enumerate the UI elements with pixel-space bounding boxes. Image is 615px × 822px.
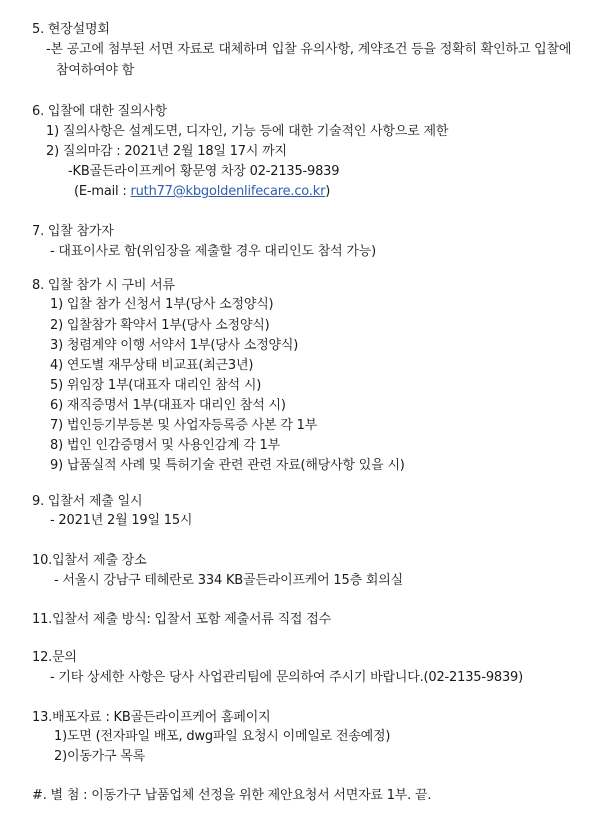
section-8-item: 3) 청렴계약 이행 서약서 1부(당사 소정양식) bbox=[50, 338, 299, 353]
section-13-item-1: 1)도면 (전자파일 배포, dwg파일 요청시 이메일로 전송예정) bbox=[54, 729, 391, 744]
section-11-title: 11.입찰서 제출 방식: 입찰서 포함 제출서류 직접 접수 bbox=[32, 612, 331, 627]
section-5-title: 5. 현장설명회 bbox=[32, 22, 110, 37]
section-13-title: 13.배포자료 : KB골든라이프케어 홈페이지 bbox=[32, 710, 271, 725]
email-prefix: (E-mail : bbox=[74, 184, 131, 199]
section-8-item: 9) 납품실적 사례 및 특허기술 관련 관련 자료(해당사항 있을 시) bbox=[50, 458, 405, 473]
section-8-item: 5) 위임장 1부(대표자 대리인 참석 시) bbox=[50, 378, 262, 393]
section-12-title: 12.문의 bbox=[32, 650, 77, 665]
section-8-item: 6) 재직증명서 1부(대표자 대리인 참석 시) bbox=[50, 398, 286, 413]
section-8-item: 2) 입찰참가 확약서 1부(당사 소정양식) bbox=[50, 318, 270, 333]
section-6-item-2: 2) 질의마감 : 2021년 2월 18일 17시 까지 bbox=[46, 144, 287, 159]
section-6-title: 6. 입찰에 대한 질의사항 bbox=[32, 104, 168, 119]
section-5-line-2: 참여하여야 함 bbox=[56, 63, 135, 78]
attachment-note: #. 별 첨 : 이동가구 납품업체 선정을 위한 제안요청서 서면자료 1부. 끝. bbox=[32, 788, 432, 803]
section-6-email-line bbox=[74, 184, 330, 200]
section-5-line-1: -본 공고에 첨부된 서면 자료로 대체하며 입찰 유의사항, 계약조건 등을 정확히 확인하고 입찰에 bbox=[46, 42, 572, 57]
section-8-item: 1) 입찰 참가 신청서 1부(당사 소정양식) bbox=[50, 297, 274, 312]
section-9-title: 9. 입찰서 제출 일시 bbox=[32, 494, 143, 509]
section-10-title: 10.입찰서 제출 장소 bbox=[32, 553, 147, 568]
section-7-line-1: - 대표이사로 함(위임장을 제출할 경우 대리인도 참석 가능) bbox=[50, 244, 376, 259]
section-8-item: 7) 법인등기부등본 및 사업자등록증 사본 각 1부 bbox=[50, 418, 318, 433]
section-6-contact: -KB골든라이프케어 황문영 차장 02-2135-9839 bbox=[68, 164, 340, 179]
section-8-item: 4) 연도별 재무상태 비교표(최근3년) bbox=[50, 358, 254, 373]
section-10-line-1: - 서울시 강남구 테헤란로 334 KB골든라이프케어 15층 회의실 bbox=[54, 573, 403, 588]
section-8-item: 8) 법인 인감증명서 및 사용인감계 각 1부 bbox=[50, 438, 280, 453]
section-8-title: 8. 입찰 참가 시 구비 서류 bbox=[32, 278, 175, 293]
email-suffix: ) bbox=[325, 184, 331, 199]
section-9-line-1: - 2021년 2월 19일 15시 bbox=[50, 513, 193, 528]
section-6-item-1: 1) 질의사항은 설계도면, 디자인, 기능 등에 대한 기술적인 사항으로 제한 bbox=[46, 124, 449, 139]
section-13-item-2: 2)이동가구 목록 bbox=[54, 749, 146, 764]
section-7-title: 7. 입찰 참가자 bbox=[32, 224, 114, 239]
section-12-line-1: - 기타 상세한 사항은 당사 사업관리팀에 문의하여 주시기 바랍니다.(02-2135-9839) bbox=[50, 670, 523, 685]
email-link[interactable]: ruth77@kbgoldenlifecare.co.kr bbox=[130, 184, 326, 199]
